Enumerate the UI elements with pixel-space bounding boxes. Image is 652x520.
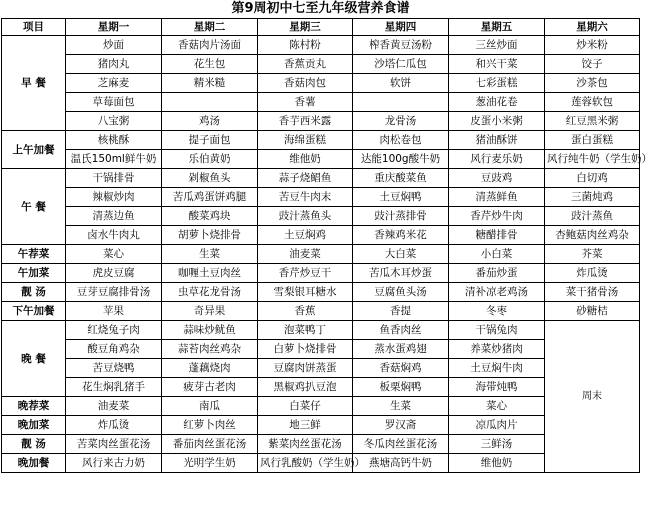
menu-cell: 白萝卜烧排骨: [258, 340, 353, 359]
table-row: [2, 169, 640, 188]
menu-cell: 咖喱土豆肉丝: [162, 264, 258, 283]
menu-cell: 达能100g酸牛奶: [353, 150, 449, 169]
menu-cell: 苦菜肉丝蛋花汤: [66, 435, 162, 454]
menu-cell: 红烧兔子肉: [66, 321, 162, 340]
menu-cell: 炸瓜烫: [545, 264, 640, 283]
menu-cell: 杏鲍菇肉丝鸡杂: [545, 226, 640, 245]
table-row: [2, 245, 640, 264]
menu-cell: 蒜子烧鲳鱼: [258, 169, 353, 188]
table-row: [2, 340, 640, 359]
menu-cell: 豆豉鸡: [449, 169, 545, 188]
menu-cell: 猪油酥饼: [449, 131, 545, 150]
meal-category: 晚加餐: [2, 454, 66, 473]
menu-cell: 虎皮豆腐: [66, 264, 162, 283]
table-row: [2, 93, 640, 112]
menu-cell: 陈村粉: [258, 36, 353, 55]
table-row: [2, 454, 640, 473]
menu-cell: 冬瓜肉丝蛋花汤: [353, 435, 449, 454]
table-row: [2, 150, 640, 169]
menu-cell: 黑椒鸡扒豆泡: [258, 378, 353, 397]
menu-cell: 沙塔仁瓜包: [353, 55, 449, 74]
menu-cell: 核桃酥: [66, 131, 162, 150]
menu-cell: 香提: [353, 302, 449, 321]
menu-cell: 豉汁蒸鱼头: [258, 207, 353, 226]
menu-cell: 红萝卜肉丝: [162, 416, 258, 435]
menu-cell: 海带炖鸭: [449, 378, 545, 397]
menu-cell: 猪肉丸: [66, 55, 162, 74]
menu-cell: 香辣鸡米花: [353, 226, 449, 245]
table-row: [2, 131, 640, 150]
menu-cell: 雪梨银耳糖水: [258, 283, 353, 302]
menu-cell: 菜心: [449, 397, 545, 416]
menu-cell: 干锅兔肉: [449, 321, 545, 340]
menu-cell: 糖醋排骨: [449, 226, 545, 245]
menu-cell: 虫草花龙骨汤: [162, 283, 258, 302]
menu-cell: 七彩蛋糕: [449, 74, 545, 93]
menu-cell: 三鲜汤: [449, 435, 545, 454]
menu-cell: 香菇焖鸡: [353, 359, 449, 378]
header-day: 星期四: [353, 19, 449, 36]
menu-cell: 冬枣: [449, 302, 545, 321]
menu-cell: 蓬藕烧肉: [162, 359, 258, 378]
menu-cell: 炒米粉: [545, 36, 640, 55]
menu-cell: 豉汁蒸排骨: [353, 207, 449, 226]
meal-category: 晚 餐: [2, 321, 66, 397]
menu-cell: 肉松卷包: [353, 131, 449, 150]
menu-cell: 菜干猪骨汤: [545, 283, 640, 302]
menu-cell: 三丝炒面: [449, 36, 545, 55]
header-day: 星期五: [449, 19, 545, 36]
menu-cell: 土豆焖鸡: [258, 226, 353, 245]
meal-category: 上午加餐: [2, 131, 66, 169]
menu-cell: 花生焖乳猪手: [66, 378, 162, 397]
menu-cell: 清蒸边鱼: [66, 207, 162, 226]
menu-cell: 皮蛋小米粥: [449, 112, 545, 131]
menu-cell: 酸菜鸡块: [162, 207, 258, 226]
header-day: 星期三: [258, 19, 353, 36]
menu-cell: 蒜苔肉丝鸡杂: [162, 340, 258, 359]
menu-cell: 土豆焖牛肉: [449, 359, 545, 378]
menu-cell: 苦豆牛肉末: [258, 188, 353, 207]
menu-cell: 榨香黄豆汤粉: [353, 36, 449, 55]
menu-cell: 奇异果: [162, 302, 258, 321]
meal-category: 午荐菜: [2, 245, 66, 264]
menu-cell: 维他奶: [258, 150, 353, 169]
table-row: [2, 264, 640, 283]
header-day: 星期六: [545, 19, 640, 36]
menu-cell: 豆腐鱼头汤: [353, 283, 449, 302]
menu-cell: 风行纯牛奶（学生奶）: [545, 150, 640, 169]
menu-cell: 精米糙: [162, 74, 258, 93]
menu-cell: 清蒸鲜鱼: [449, 188, 545, 207]
menu-cell: 酸豆角鸡杂: [66, 340, 162, 359]
meal-category: 晚荐菜: [2, 397, 66, 416]
menu-cell: 芝麻麦: [66, 74, 162, 93]
menu-cell: 油麦菜: [258, 245, 353, 264]
table-row: [2, 321, 640, 340]
menu-cell: [353, 93, 449, 112]
menu-table: [1, 18, 652, 473]
menu-cell: 砂糖桔: [545, 302, 640, 321]
menu-cell: 白菜仔: [258, 397, 353, 416]
menu-cell: 豆腐肉饼蒸蛋: [258, 359, 353, 378]
menu-cell: 燕塘高钙牛奶: [353, 454, 449, 473]
menu-cell: 莲蓉软包: [545, 93, 640, 112]
meal-category: 下午加餐: [2, 302, 66, 321]
menu-cell: 清补凉老鸡汤: [449, 283, 545, 302]
meal-category: 早 餐: [2, 36, 66, 131]
menu-cell: 罗汉斋: [353, 416, 449, 435]
menu-cell: 胡萝卜烧排骨: [162, 226, 258, 245]
menu-cell: 豆芽豆腐排骨汤: [66, 283, 162, 302]
menu-cell: 小白菜: [449, 245, 545, 264]
menu-cell: 维他奶: [449, 454, 545, 473]
table-row: [2, 112, 640, 131]
menu-cell: 菜心: [66, 245, 162, 264]
menu-cell: 凉瓜肉片: [449, 416, 545, 435]
menu-cell: 白切鸡: [545, 169, 640, 188]
menu-cell: 三菌炖鸡: [545, 188, 640, 207]
table-row: [2, 207, 640, 226]
meal-category: 午 餐: [2, 169, 66, 245]
menu-cell: 苹果: [66, 302, 162, 321]
menu-cell: 番茄肉丝蛋花汤: [162, 435, 258, 454]
meal-category: 午加菜: [2, 264, 66, 283]
menu-cell: 沙茶包: [545, 74, 640, 93]
table-row: [2, 378, 640, 397]
menu-cell: 红豆黑米粥: [545, 112, 640, 131]
menu-cell: 炸瓜烫: [66, 416, 162, 435]
menu-cell: 炒面: [66, 36, 162, 55]
menu-cell: 苦瓜鸡蛋饼鸡腿: [162, 188, 258, 207]
menu-cell: 紫菜肉丝蛋花汤: [258, 435, 353, 454]
menu-cell: 温氏150ml鲜牛奶: [66, 150, 162, 169]
menu-cell: 蒜味炒鱿鱼: [162, 321, 258, 340]
menu-cell: 卤水牛肉丸: [66, 226, 162, 245]
menu-cell: 海绵蛋糕: [258, 131, 353, 150]
menu-cell: 香菇肉片汤面: [162, 36, 258, 55]
menu-cell: 苦瓜木耳炒蛋: [353, 264, 449, 283]
header-item: 项目: [2, 19, 66, 36]
table-row: [2, 416, 640, 435]
menu-cell: 香菇肉包: [258, 74, 353, 93]
menu-cell: 番茄炒蛋: [449, 264, 545, 283]
menu-cell: 风行麦乐奶: [449, 150, 545, 169]
menu-cell: [162, 93, 258, 112]
menu-cell: 香薯: [258, 93, 353, 112]
menu-cell: 风行乳酸奶（学生奶）: [258, 454, 353, 473]
menu-cell: 疲芽古老肉: [162, 378, 258, 397]
table-row: [2, 36, 640, 55]
table-row: [2, 55, 640, 74]
menu-cell: 养菜炒猪肉: [449, 340, 545, 359]
menu-cell: 风行来古力奶: [66, 454, 162, 473]
page-title: 第9周初中七至九年级营养食谱: [231, 1, 410, 16]
header-row: [2, 19, 640, 36]
table-row: [2, 188, 640, 207]
menu-cell: 香芹炒豆干: [258, 264, 353, 283]
menu-cell: 软饼: [353, 74, 449, 93]
menu-cell: 饺子: [545, 55, 640, 74]
menu-cell: 花生包: [162, 55, 258, 74]
menu-cell: 草莓面包: [66, 93, 162, 112]
menu-cell: 地三鲜: [258, 416, 353, 435]
menu-cell: 葱油花卷: [449, 93, 545, 112]
menu-cell: 泡菜鸭丁: [258, 321, 353, 340]
menu-cell: 油麦菜: [66, 397, 162, 416]
meal-category: 靓 汤: [2, 283, 66, 302]
menu-cell: 香芹炒牛肉: [449, 207, 545, 226]
menu-cell: 乐伯黄奶: [162, 150, 258, 169]
menu-cell: 南瓜: [162, 397, 258, 416]
table-row: [2, 359, 640, 378]
weekend-cell: 周末: [545, 321, 640, 473]
menu-cell: 龙骨汤: [353, 112, 449, 131]
menu-cell: 香芋西米露: [258, 112, 353, 131]
menu-cell: 干锅排骨: [66, 169, 162, 188]
menu-cell: 和兴干菜: [449, 55, 545, 74]
meal-category: 晚加菜: [2, 416, 66, 435]
menu-cell: 鸡汤: [162, 112, 258, 131]
menu-cell: 辣椒炒肉: [66, 188, 162, 207]
table-row: [2, 302, 640, 321]
menu-cell: 提子面包: [162, 131, 258, 150]
table-row: [2, 226, 640, 245]
menu-cell: 豉汁蒸鱼: [545, 207, 640, 226]
menu-cell: 蛋白蛋糕: [545, 131, 640, 150]
meal-category: 靓 汤: [2, 435, 66, 454]
table-row: [2, 74, 640, 93]
header-day: 星期二: [162, 19, 258, 36]
menu-cell: 鱼香肉丝: [353, 321, 449, 340]
menu-cell: 光明学生奶: [162, 454, 258, 473]
menu-cell: 蒸水蛋鸡翅: [353, 340, 449, 359]
menu-cell: 香蕉: [258, 302, 353, 321]
menu-cell: 芥菜: [545, 245, 640, 264]
menu-cell: 土豆焖鸭: [353, 188, 449, 207]
menu-cell: 生菜: [162, 245, 258, 264]
menu-cell: 香蕉贡丸: [258, 55, 353, 74]
menu-cell: 重庆酸菜鱼: [353, 169, 449, 188]
table-row: [2, 397, 640, 416]
menu-cell: 苦豆烧鸭: [66, 359, 162, 378]
header-day: 星期一: [66, 19, 162, 36]
menu-cell: 生菜: [353, 397, 449, 416]
table-row: [2, 283, 640, 302]
menu-cell: 板栗焖鸭: [353, 378, 449, 397]
menu-cell: 大白菜: [353, 245, 449, 264]
table-row: [2, 435, 640, 454]
menu-cell: 剁椒鱼头: [162, 169, 258, 188]
menu-cell: 八宝粥: [66, 112, 162, 131]
